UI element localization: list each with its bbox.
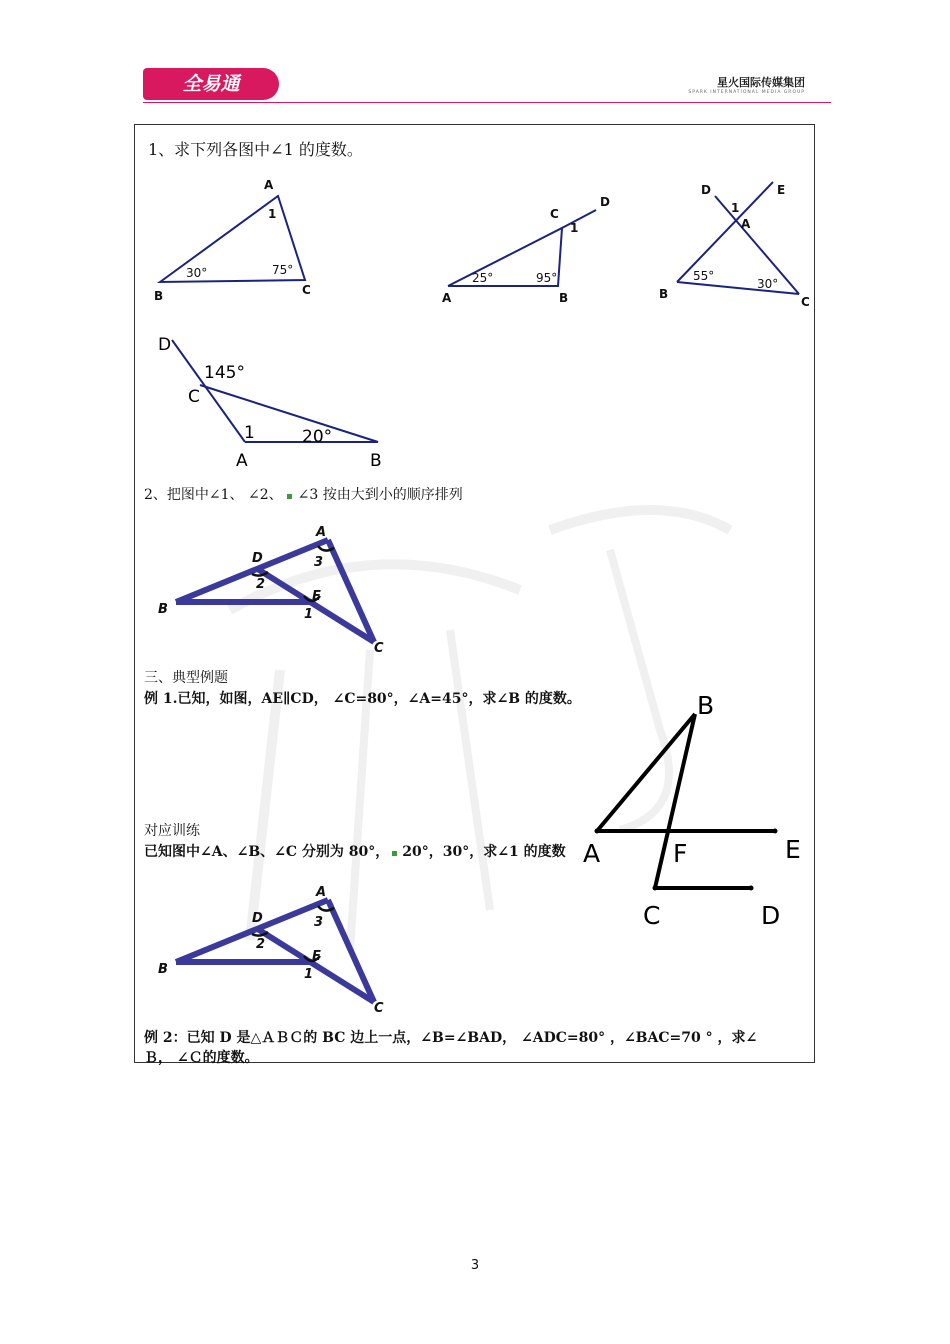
label-c: C: [302, 283, 311, 297]
example-2-line-2: Ｂ， ∠Ｃ的度数。: [144, 1050, 259, 1066]
marker-icon: [392, 851, 397, 856]
label-d: D: [158, 335, 172, 355]
angle-b-value: 30°: [186, 266, 208, 280]
example-1-figure: [575, 688, 805, 933]
label-a: A: [316, 885, 327, 900]
question-2-title-head: 2、把图中∠1、 ∠2、: [144, 487, 283, 503]
angle-3-label: 3: [314, 915, 324, 930]
label-a: A: [264, 178, 274, 192]
label-d: D: [600, 195, 610, 209]
label-d: D: [761, 901, 781, 930]
label-c: C: [550, 207, 559, 221]
angle-3-label: 3: [314, 555, 324, 570]
brand-name: 星火国际传媒集团: [717, 76, 805, 89]
practice-text: [144, 841, 566, 861]
label-b: B: [158, 962, 168, 977]
label-e: E: [777, 183, 786, 197]
label-f: F: [673, 839, 688, 868]
angle-a-value: 25°: [472, 271, 494, 285]
practice-figure: [152, 880, 392, 1020]
angle-c-value: 75°: [272, 263, 294, 277]
label-b: B: [154, 289, 164, 303]
label-b: B: [370, 451, 382, 471]
label-a: A: [316, 525, 327, 540]
angle-2-label: 2: [256, 577, 266, 592]
label-c: C: [643, 901, 661, 930]
label-a: A: [442, 291, 452, 305]
label-c: C: [374, 1001, 384, 1016]
q2-figure: [152, 520, 392, 660]
practice-text-head: 已知图中∠A、∠B、∠C 分别为 80°，: [144, 844, 390, 860]
section-3-heading: 三、典型例题: [144, 670, 228, 686]
marker-icon: [287, 494, 292, 499]
label-d: D: [252, 911, 263, 926]
label-b: B: [158, 602, 168, 617]
label-d: D: [252, 551, 263, 566]
angle-1-label: 1: [731, 201, 740, 215]
q1-figure-3: [655, 176, 820, 314]
angle-2-label: 2: [256, 937, 266, 952]
label-d: D: [701, 183, 711, 197]
angle-b-value: 20°: [302, 427, 333, 447]
question-1-title: 1、求下列各图中∠1 的度数。: [148, 140, 363, 159]
label-e: E: [785, 835, 801, 864]
label-b: B: [659, 287, 669, 301]
angle-c-value: 145°: [204, 363, 245, 383]
q1-figure-4: [150, 330, 390, 475]
brand-subtitle: SPARK INTERNATIONAL MEDIA GROUP: [688, 90, 805, 95]
label-c: C: [374, 641, 384, 656]
example-1-text: 例 1.已知，如图，AE∥CD， ∠C=80°，∠A=45°，求∠B 的度数。: [144, 691, 581, 707]
angle-c-value: 30°: [757, 277, 779, 291]
logo-text: 全易通: [182, 73, 240, 95]
question-2-title: [144, 484, 463, 504]
practice-text-tail: 20°，30°，求∠1 的度数: [402, 844, 566, 860]
page-number: 3: [470, 1258, 480, 1273]
label-a: A: [583, 839, 601, 868]
label-b: B: [697, 691, 715, 720]
q1-figure-1: [150, 176, 320, 306]
q1-figure-2: [438, 190, 618, 310]
label-c: C: [188, 387, 200, 407]
label-e: E: [312, 589, 321, 604]
label-a: A: [236, 451, 248, 471]
angle-b-value: 95°: [536, 271, 558, 285]
angle-1-label: 1: [304, 967, 314, 982]
question-2-title-tail: ∠3 按由大到小的顺序排列: [297, 487, 463, 503]
practice-heading: 对应训练: [144, 823, 200, 839]
label-c: C: [801, 295, 810, 309]
angle-1-label: 1: [304, 607, 314, 622]
header-rule: [143, 102, 831, 103]
angle-1-label: 1: [244, 423, 255, 443]
angle-1-label: 1: [570, 221, 579, 235]
label-b: B: [559, 291, 569, 305]
example-2-line-1: 例 2：已知 D 是△ＡＢＣ的 BC 边上一点，∠B=∠BAD， ∠ADC=80° ，∠BAC=70 ° ，求∠: [144, 1030, 758, 1046]
label-e: E: [312, 949, 321, 964]
angle-b-value: 55°: [693, 269, 715, 283]
angle-1-label: 1: [268, 207, 277, 221]
label-a: A: [741, 217, 751, 231]
